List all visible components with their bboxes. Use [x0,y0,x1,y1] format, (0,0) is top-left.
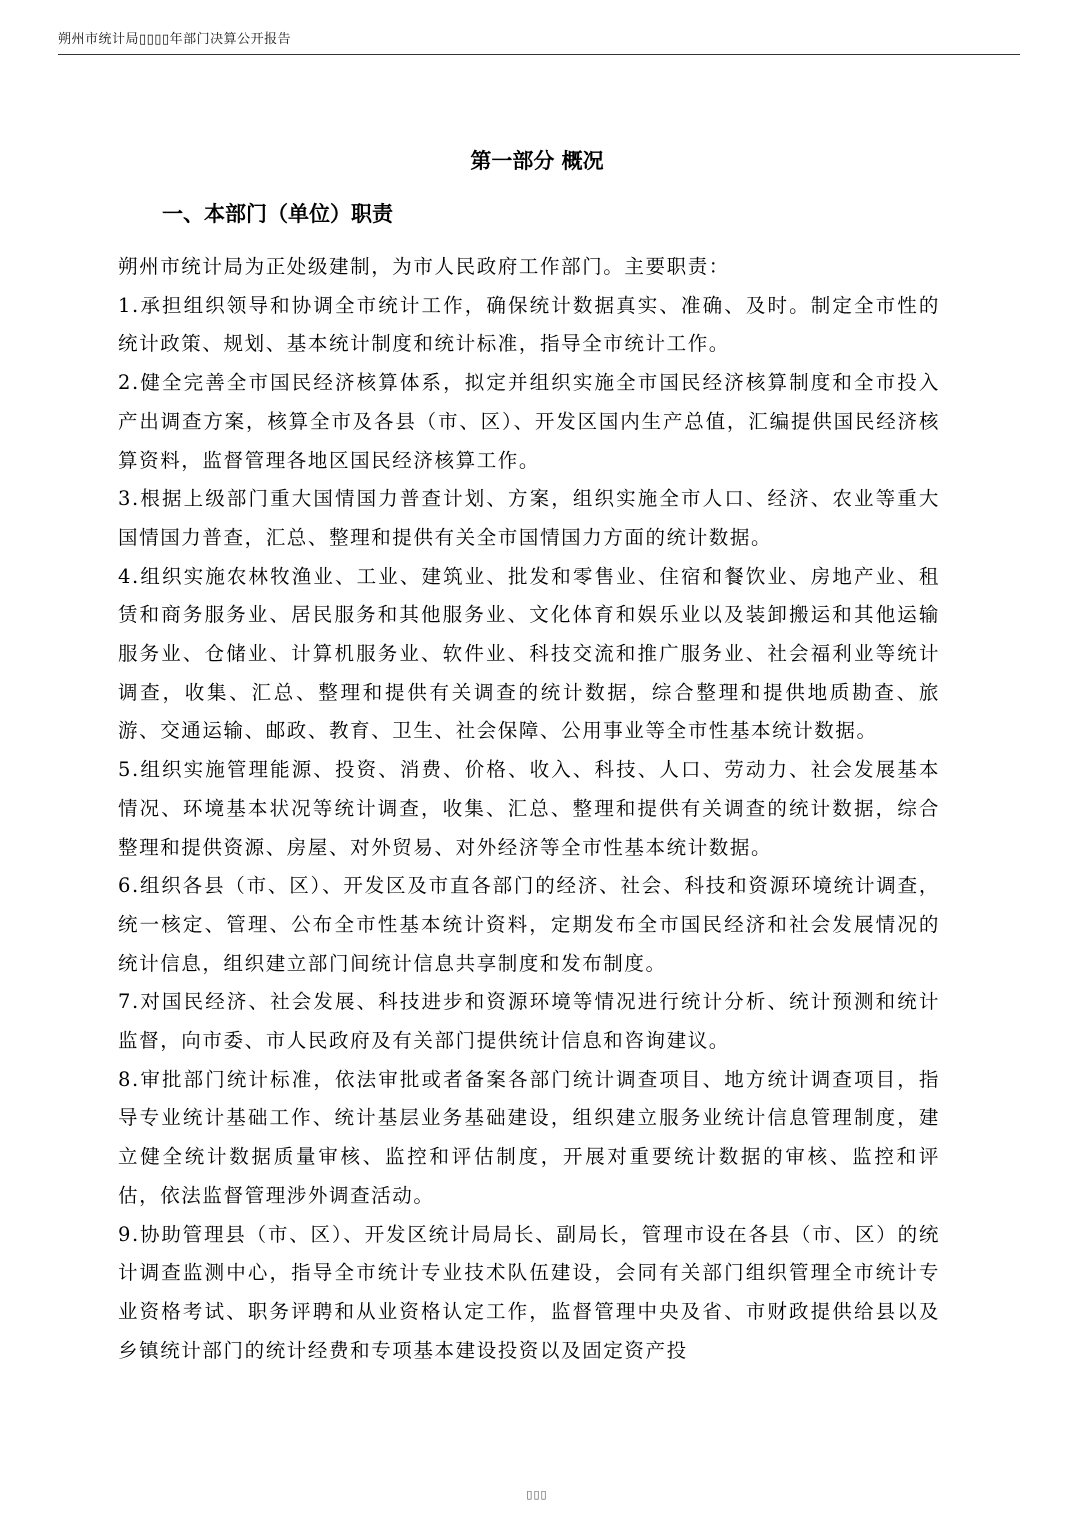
paragraph-duty-8: 8.审批部门统计标准，依法审批或者备案各部门统计调查项目、地方统计调查项目，指导专业统计基础工作、统计基层业务基础建设，组织建立服务业统计信息管理制度，建立健全统计数据质量审核、监控和评估制度，开展对重要统计数据的审核、监控和评估，依法监督管理涉外调查活动。 [118,1067,940,1207]
paragraph-duty-1: 1.承担组织领导和协调全市统计工作，确保统计数据真实、准确、及时。制定全市性的统计政策、规划、基本统计制度和统计标准，指导全市统计工作。 [118,293,940,356]
section-title: 一、本部门（单位）职责 [162,202,393,226]
page-number: ▯▯▯ [526,1488,548,1501]
header-title: 朔州市统计局▯▯▯▯年部门决算公开报告 [58,32,292,47]
document-body [118,248,940,1370]
paragraph-duty-4: 4.组织实施农林牧渔业、工业、建筑业、批发和零售业、住宿和餐饮业、房地产业、租赁和商务服务业、居民服务和其他服务业、文化体育和娱乐业以及装卸搬运和其他运输服务业、仓储业、计算机服务业、软件业、科技交流和推广服务业、社会福利业等统计调查，收集、汇总、整理和提供有关调查的统计数据，综合整理和提供地质勘查、旅游、交通运输、邮政、教育、卫生、社会保障、公用事业等全市性基本统计数据。 [118,564,940,743]
paragraph-intro: 朔州市统计局为正处级建制，为市人民政府工作部门。主要职责： [118,255,730,278]
part-title: 第一部分 概况 [470,149,604,173]
paragraph-duty-9: 9.协助管理县（市、区）、开发区统计局局长、副局长，管理市设在各县（市、区）的统计调查监测中心，指导全市统计专业技术队伍建设，会同有关部门组织管理全市统计专业资格考试、职务评聘和从业资格认定工作，监督管理中央及省、市财政提供给县以及乡镇统计部门的统计经费和专项基本建设投资以及固定资产投 [118,1222,940,1362]
paragraph-duty-3: 3.根据上级部门重大国情国力普查计划、方案，组织实施全市人口、经济、农业等重大国情国力普查，汇总、整理和提供有关全市国情国力方面的统计数据。 [118,487,940,549]
paragraph-duty-7: 7.对国民经济、社会发展、科技进步和资源环境等情况进行统计分析、统计预测和统计监督，向市委、市人民政府及有关部门提供统计信息和咨询建议。 [118,990,940,1053]
paragraph-duty-6: 6.组织各县（市、区）、开发区及市直各部门的经济、社会、科技和资源环境统计调查，统一核定、管理、公布全市性基本统计资料，定期发布全市国民经济和社会发展情况的统计信息，组织建立部门间统计信息共享制度和发布制度。 [118,874,940,975]
page-header [58,30,1020,55]
paragraph-duty-2: 2.健全完善全市国民经济核算体系，拟定并组织实施全市国民经济核算制度和全市投入产出调查方案，核算全市及各县（市、区）、开发区国内生产总值，汇编提供国民经济核算资料，监督管理各地区国民经济核算工作。 [118,371,940,472]
paragraph-duty-5: 5.组织实施管理能源、投资、消费、价格、收入、科技、人口、劳动力、社会发展基本情况、环境基本状况等统计调查，收集、汇总、整理和提供有关调查的统计数据，综合整理和提供资源、房屋、对外贸易、对外经济等全市性基本统计数据。 [118,758,940,859]
